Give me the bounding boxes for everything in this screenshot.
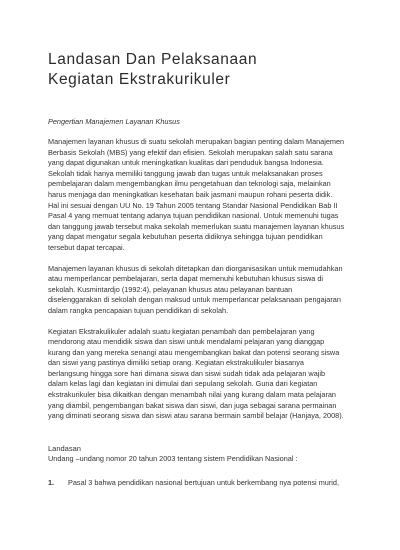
- text-line: Berbasis Sekolah (MBS) yang efektif dan efisien. Sekolah merupakan salah satu sarana: [48, 147, 333, 157]
- text-line: ekstrakurikuler bisa dikaitkan dengan menambah nilai yang kurang dalam mata pelajaran: [48, 390, 336, 400]
- text-line: Manajemen layanan khusus di suatu sekolah merupakan bagian penting dalam Manajemen: [48, 137, 345, 146]
- text-line: pembelajaran dalam mengembangkan ilmu pengetahuan dan teknologi saja, melainkan: [48, 179, 331, 189]
- text-line: berlangsung hingga sore hari dimana siswa dan siswi sudah tidak ada pelajaran wajib: [48, 368, 326, 378]
- list-number: 1.: [48, 478, 55, 488]
- text-line: Hal ini sesuai dengan UU No. 19 Tahun 2005 tentang Standar Nasional Pendidikan Bab II: [48, 200, 338, 210]
- text-line: atau memperlancar pembelajaran, serta dapat memenuhi kebutuhan khusus siswa di: [48, 274, 324, 284]
- text-line: diselenggarakan di sekolah dengan maksud untuk memperlancar pelaksanaan pengajaran: [48, 295, 341, 305]
- title-line: Kegiatan Ekstrakurikuler: [48, 71, 231, 88]
- landasan-heading: Landasan: [48, 443, 81, 453]
- text-line: Manajemen layanan khusus di sekolah ditetapkan dan diorganisasikan untuk memudahkan: [48, 263, 343, 273]
- text-line: Kegiatan Ekstrakulikuler adalah suatu kegiatan penambah dan pembelajaran yang: [48, 326, 315, 336]
- text-line: dalam rangka pencapaian tujuan pendidikan di sekolah.: [48, 305, 229, 315]
- text-line: yang dapat mengatur segala kebutuhan peserta didiknya sehingga tujuan pendidikan: [48, 232, 323, 242]
- text-line: dalam kelas lagi dan kegiatan ini dimulai dari sepulang sekolah. Guna dari kegiatan: [48, 379, 318, 389]
- document-title: [48, 50, 370, 90]
- text-line: tersebut dapat tercapai.: [48, 242, 125, 252]
- list-item: [48, 478, 370, 489]
- section-subheading: Pengertian Manajemen Layanan Khusus: [48, 117, 180, 126]
- text-line: sekolah. Kusmintardjo (1992:4), pelayanan khusus atau pelayanan bantuan: [48, 284, 293, 294]
- text-line: mendorong atau mendidik siswa dan siswi untuk mendalami pelajaran yang dianggap: [48, 337, 325, 347]
- list-text: Pasal 3 bahwa pendidikan nasional bertujuan untuk berkembang nya potensi murid,: [68, 478, 339, 488]
- text-line: dan siswi yang pastinya dimiliki setiap orang. Kegiatan ekstrakulikuler biasanya: [48, 358, 304, 368]
- text-line: kurang dan yang mereka senangi atau mengembangkan bakat dan potensi seorang siswa: [48, 347, 340, 357]
- text-line: yang diambil, pengembangan bakat siswa dan siswi, dan juga sebagai sarana permainan: [48, 400, 337, 410]
- paragraph-3: [48, 327, 370, 422]
- text-line: Sekolah tidak hanya memiliki tanggung jawab dan tugas untuk melaksanakan proses: [48, 168, 323, 178]
- landasan-intro: Undang –undang nomor 20 tahun 2003 tentang sistem Pendidikan Nasional :: [48, 453, 298, 463]
- text-line: yang diminati seorang siswa dan siswi atau sarana bermain sambil belajar (Hanjaya, 2008).: [48, 411, 344, 421]
- text-line: Pasal 4 yang memuat tentang adanya tujuan pendidikan nasional. Untuk memenuhi tugas: [48, 211, 339, 221]
- paragraph-2: [48, 264, 370, 317]
- text-line: dan tanggung jawab tersebut maka sekolah memerlukan suatu manajemen layanan khusus: [48, 221, 345, 231]
- title-line: Landasan Dan Pelaksanaan: [48, 51, 258, 68]
- text-line: harus menjaga dan meningkatkan kesehatan baik jasmani maupun rohani peserta didik.: [48, 189, 333, 199]
- text-line: yang dapat digunakan untuk meningkatkan kualitas dari penduduk bangsa Indonesia.: [48, 158, 324, 168]
- paragraph-1: [48, 137, 370, 254]
